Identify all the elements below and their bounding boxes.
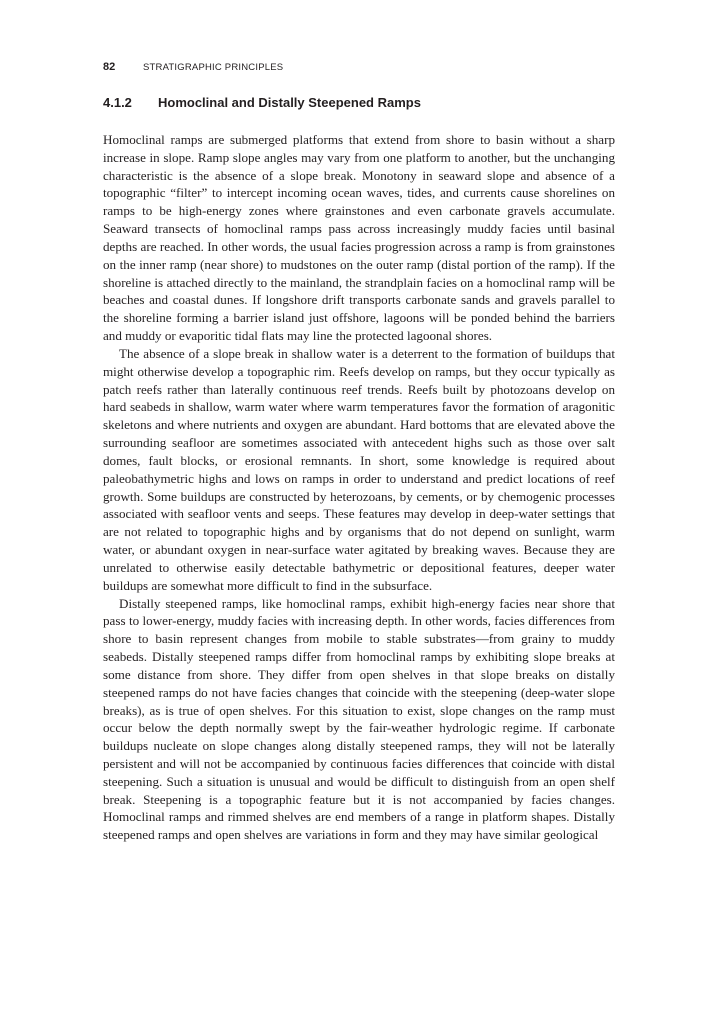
paragraph: The absence of a slope break in shallow water is a deterrent to the formation of buildups that might otherwise develop a topographic rim. Reefs develop on ramps, but they occur typically as patch reefs rather than laterally continuous reef trends. Reefs built by photozoans develop on hard seabeds in shallow, warm water where warm temperatures favor the formation of aragonitic skeletons and where nutrients and oxygen are abundant. Hard bottoms that are elevated above the surrounding seafloor are sometimes associated with antecedent highs such as those over salt domes, fault blocks, or erosional remnants. In short, some knowledge is required about paleobathymetric highs and lows on ramps in order to understand and predict locations of reef growth. Some buildups are constructed by heterozoans, by cements, or by chemogenic processes associated with seafloor vents and seeps. These features may develop in deep-water settings that are not related to topographic highs and by organisms that do not depend on sunlight, warm water, or abundant oxygen in near-surface water agitated by breaking waves. Because they are unrelated to otherwise easily detectable bathymetric or depositional features, deeper water buildups are somewhat more difficult to find in the subsurface. <box>103 345 615 593</box>
book-page <box>103 60 615 844</box>
body-text <box>103 131 615 844</box>
running-title: STRATIGRAPHIC PRINCIPLES <box>143 62 284 73</box>
page-number: 82 <box>103 61 116 73</box>
section-heading <box>103 93 615 113</box>
paragraph: Distally steepened ramps, like homoclinal ramps, exhibit high-energy facies near shore that pass to lower-energy, muddy facies with increasing depth. In other words, facies differences from shore to basin represent changes from mobile to stable substrates—from grainy to muddy seabeds. Distally steepened ramps differ from homoclinal ramps by exhibiting slope breaks at some distance from shore. They differ from open shelves in that slope breaks on distally steepened ramps do not have facies changes that coincide with the steepening (deep-water slope breaks), as is true of open shelves. For this situation to exist, slope changes on the ramp must occur below the depth normally swept by the fair-weather hydrologic regime. If carbonate buildups nucleate on slope changes along distally steepened ramps, they will not be laterally persistent and will not be accompanied by continuous facies differences that coincide with distal steepening. Such a situation is unusual and would be difficult to distinguish from an open shelf break. Steepening is a topographic feature but it is not accompanied by facies changes. Homoclinal ramps and rimmed shelves are end members of a range in platform shapes. Distally steepened ramps and open shelves are variations in form and they may have similar geological <box>103 595 615 843</box>
section-number: 4.1.2 <box>103 95 132 110</box>
paragraph: Homoclinal ramps are submerged platforms that extend from shore to basin without a sharp increase in slope. Ramp slope angles may vary from one platform to another, but the unchanging characteristic is the absence of a slope break. Monotony in seaward slope and absence of a topographic “filter” to intercept incoming ocean waves, tides, and currents cause shorelines on ramps to be high-energy zones where grainstones and even carbonate gravels accumulate. Seaward transects of homoclinal ramps pass across increasingly muddy facies until basinal depths are reached. In other words, the usual facies progression across a ramp is from grainstones on the inner ramp (near shore) to mudstones on the outer ramp (distal portion of the ramp). If the shoreline is attached directly to the mainland, the strandplain facies on a homoclinal ramp will be beaches and coastal dunes. If longshore drift transports carbonate sands and gravels parallel to the shoreline forming a barrier island just offshore, lagoons will be ponded behind the barriers and muddy or evaporitic tidal flats may line the protected lagoonal shores. <box>103 132 615 344</box>
section-title: Homoclinal and Distally Steepened Ramps <box>158 95 421 110</box>
running-head <box>103 60 615 74</box>
